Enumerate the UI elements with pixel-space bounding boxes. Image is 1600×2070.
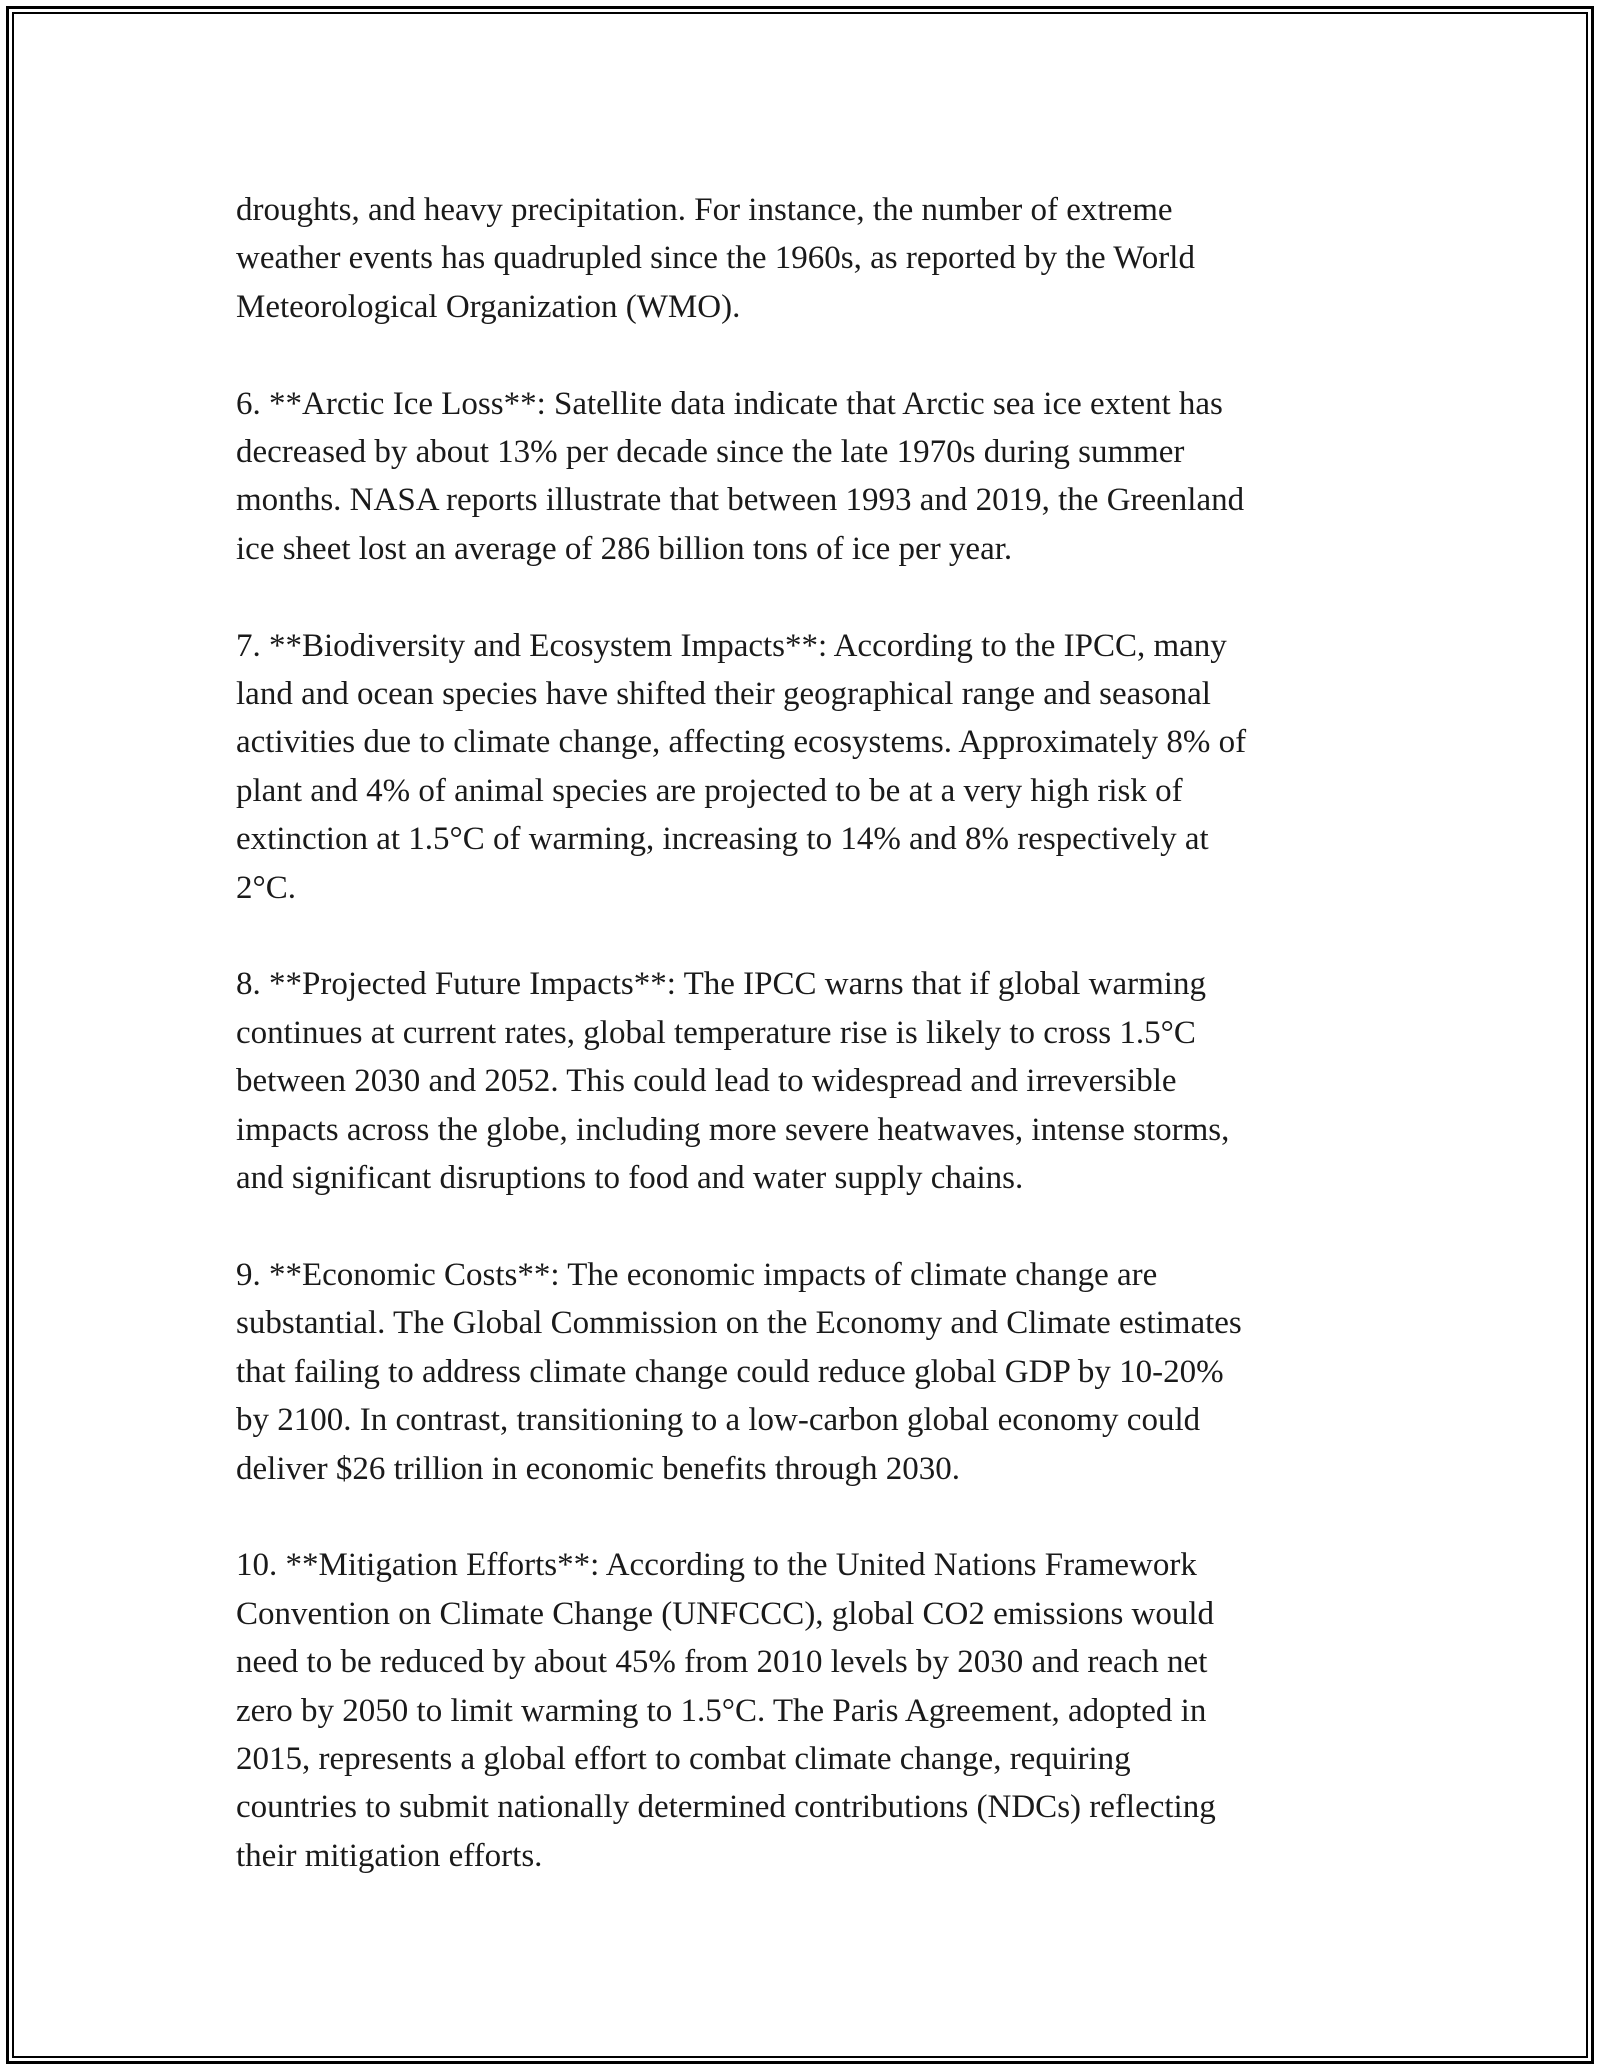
paragraph-arctic-ice-loss: 6. **Arctic Ice Loss**: Satellite data indicate that Arctic sea ice extent has decreased by about 13% per decade since the late 1970s during summer months. NASA reports illustrate that between 1993 and 2019, the Greenland ice sheet lost an average of 286 billion tons of ice per year. — [236, 385, 1245, 567]
paragraph-extreme-weather-continued: droughts, and heavy precipitation. For instance, the number of extreme weather events has quadrupled since the 1960s, as reported by the World Meteorological Organization (WMO). — [236, 192, 1195, 325]
document-body — [236, 186, 1376, 1929]
paragraph-mitigation-efforts: 10. **Mitigation Efforts**: According to the United Nations Framework Convention on Climate Change (UNFCCC), global CO2 emissions would need to be reduced by about 45% from 2010 levels by 2030 and reach net zero by 2050 to limit warming to 1.5°C. The Paris Agreement, adopted in 2015, represents a global effort to combat climate change, requiring countries to submit nationally determined contributions (NDCs) reflecting their mitigation efforts. — [236, 1547, 1216, 1874]
paragraph-biodiversity-impacts: 7. **Biodiversity and Ecosystem Impacts**: According to the IPCC, many land and ocean species have shifted their geographical range and seasonal activities due to climate change, affecting ecosystems. Approximately 8% of plant and 4% of animal species are projected to be at a very high risk of extinction at 1.5°C of warming, increasing to 14% and 8% respectively at 2°C. — [236, 627, 1247, 906]
paragraph-projected-future-impacts: 8. **Projected Future Impacts**: The IPCC warns that if global warming continues at current rates, global temperature rise is likely to cross 1.5°C between 2030 and 2052. This could lead to widespread and irreversible impacts across the globe, including more severe heatwaves, intense storms, and significant disruptions to food and water supply chains. — [236, 966, 1230, 1197]
paragraph-economic-costs: 9. **Economic Costs**: The economic impacts of climate change are substantial. The Global Commission on the Economy and Climate estimates that failing to address climate change could reduce global GDP by 10-20% by 2100. In contrast, transitioning to a low-carbon global economy could deliver $26 trillion in economic benefits through 2030. — [236, 1256, 1242, 1487]
